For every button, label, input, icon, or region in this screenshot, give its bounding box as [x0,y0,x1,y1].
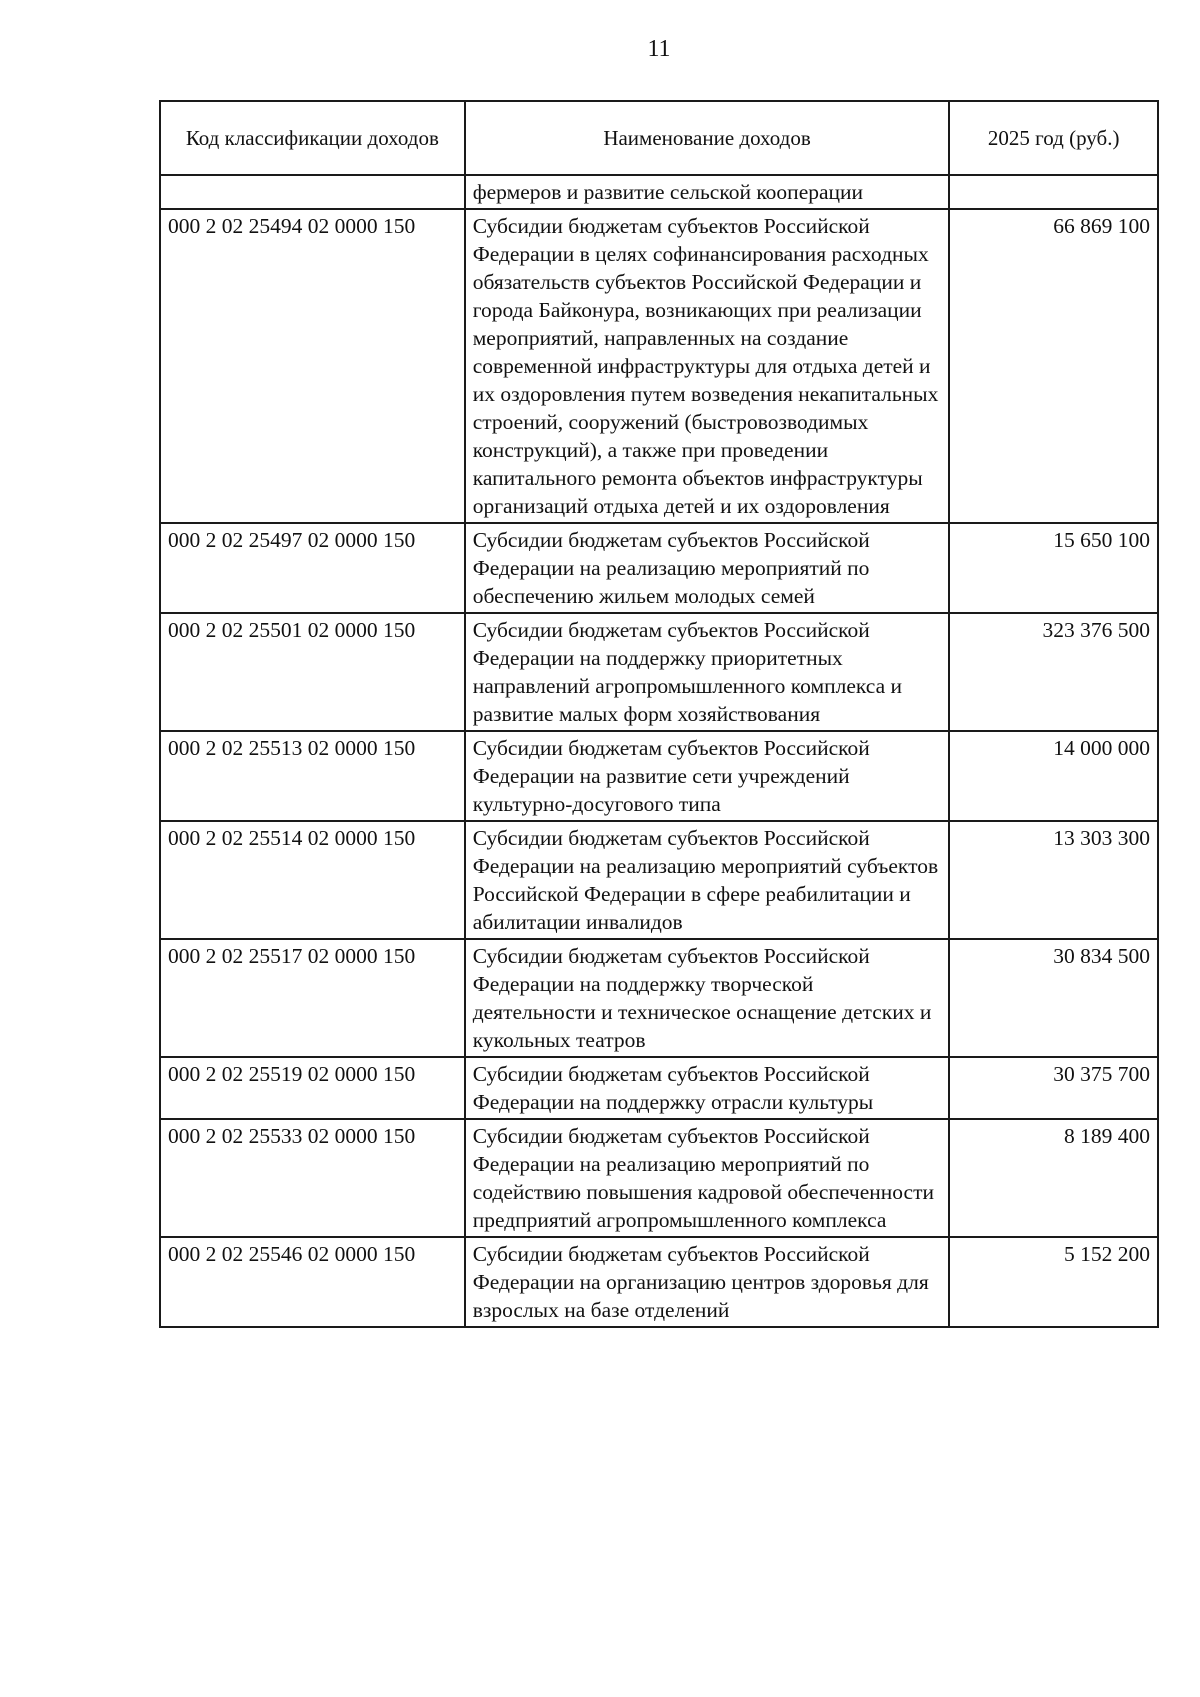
cell-code: 000 2 02 25501 02 0000 150 [160,613,465,731]
cell-amount: 5 152 200 [949,1237,1158,1327]
cell-name: Субсидии бюджетам субъектов Российской Федерации на развитие сети учреждений культурно-досугового типа [465,731,950,821]
cell-code: 000 2 02 25497 02 0000 150 [160,523,465,613]
cell-amount [949,175,1158,209]
cell-name: Субсидии бюджетам субъектов Российской Федерации на поддержку творческой деятельности и техническое оснащение детских и кукольных театров [465,939,950,1057]
cell-code: 000 2 02 25519 02 0000 150 [160,1057,465,1119]
cell-name: Субсидии бюджетам субъектов Российской Федерации на организацию центров здоровья для взрослых на базе отделений [465,1237,950,1327]
cell-code: 000 2 02 25513 02 0000 150 [160,731,465,821]
cell-amount: 14 000 000 [949,731,1158,821]
cell-code: 000 2 02 25494 02 0000 150 [160,209,465,523]
cell-amount: 8 189 400 [949,1119,1158,1237]
table-row [160,821,1158,939]
page-number: 11 [647,36,671,62]
table-row [160,613,1158,731]
table-row [160,939,1158,1057]
cell-code: 000 2 02 25517 02 0000 150 [160,939,465,1057]
cell-amount: 15 650 100 [949,523,1158,613]
header-amount: 2025 год (руб.) [949,101,1158,175]
cell-amount: 66 869 100 [949,209,1158,523]
cell-amount: 30 375 700 [949,1057,1158,1119]
cell-code [160,175,465,209]
table-row [160,1057,1158,1119]
cell-amount: 323 376 500 [949,613,1158,731]
cell-amount: 30 834 500 [949,939,1158,1057]
revenue-table [159,100,1159,1328]
table-row [160,731,1158,821]
cell-code: 000 2 02 25514 02 0000 150 [160,821,465,939]
cell-name: Субсидии бюджетам субъектов Российской Федерации на поддержку приоритетных направлений агропромышленного комплекса и развитие малых форм хозяйствования [465,613,950,731]
header-name: Наименование доходов [465,101,950,175]
cell-code: 000 2 02 25533 02 0000 150 [160,1119,465,1237]
cell-code: 000 2 02 25546 02 0000 150 [160,1237,465,1327]
cell-name: Субсидии бюджетам субъектов Российской Федерации на реализацию мероприятий по содействию повышения кадровой обеспеченности предприятий агропромышленного комплекса [465,1119,950,1237]
cell-amount: 13 303 300 [949,821,1158,939]
cell-name: фермеров и развитие сельской кооперации [465,175,950,209]
cell-name: Субсидии бюджетам субъектов Российской Федерации в целях софинансирования расходных обязательств субъектов Российской Федерации и города Байконура, возникающих при реализации мероприятий, направленных на создание современной инфраструктуры для отдыха детей и их оздоровления путем возведения некапитальных строений, сооружений (быстровозводимых конструкций), а также при проведении капитального ремонта объектов инфраструктуры организаций отдыха детей и их оздоровления [465,209,950,523]
table-row [160,1119,1158,1237]
cell-name: Субсидии бюджетам субъектов Российской Федерации на реализацию мероприятий по обеспечению жильем молодых семей [465,523,950,613]
table-header-row [160,101,1158,175]
table-row [160,1237,1158,1327]
header-code: Код классификации доходов [160,101,465,175]
table-row [160,209,1158,523]
table-row [160,523,1158,613]
table-row-continuation [160,175,1158,209]
cell-name: Субсидии бюджетам субъектов Российской Федерации на реализацию мероприятий субъектов Российской Федерации в сфере реабилитации и абилитации инвалидов [465,821,950,939]
cell-name: Субсидии бюджетам субъектов Российской Федерации на поддержку отрасли культуры [465,1057,950,1119]
